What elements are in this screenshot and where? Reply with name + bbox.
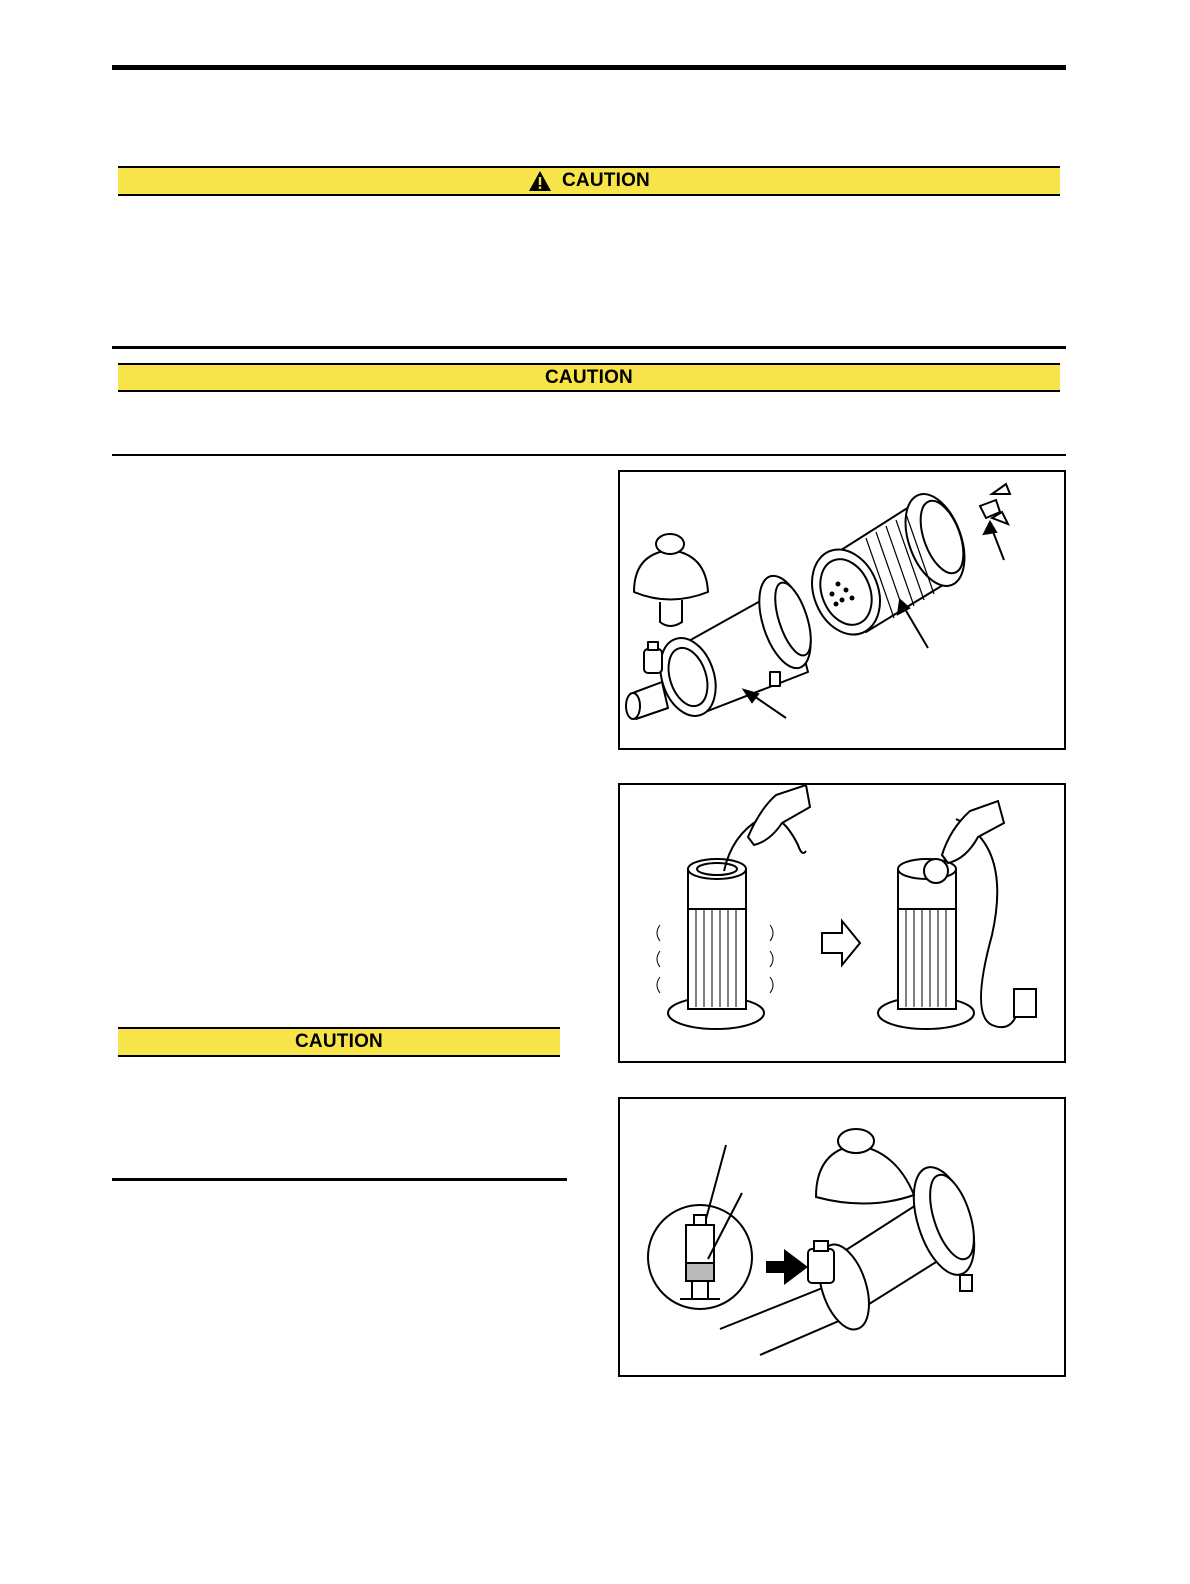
section-rule-3 — [112, 1178, 567, 1181]
caution-label-left-column: CAUTION — [295, 1031, 383, 1052]
header-rule — [112, 65, 1066, 70]
air-cleaner-disassembly-figure — [618, 470, 1066, 750]
air-cleaner-disassembly-illustration — [620, 472, 1064, 748]
dust-indicator-figure — [618, 1097, 1066, 1377]
caution-label-middle: CAUTION — [545, 366, 633, 388]
section-rule-1 — [112, 346, 1066, 349]
element-cleaning-figure — [618, 783, 1066, 1063]
warning-triangle-icon — [528, 170, 552, 192]
caution-bar-left-column — [118, 1027, 560, 1057]
caution-bar-top — [118, 166, 1060, 196]
section-rule-2 — [112, 454, 1066, 456]
caution-bar-middle — [118, 363, 1060, 392]
caution-label-top: CAUTION — [562, 170, 650, 191]
dust-indicator-illustration — [620, 1099, 1064, 1375]
element-cleaning-illustration — [620, 785, 1064, 1061]
